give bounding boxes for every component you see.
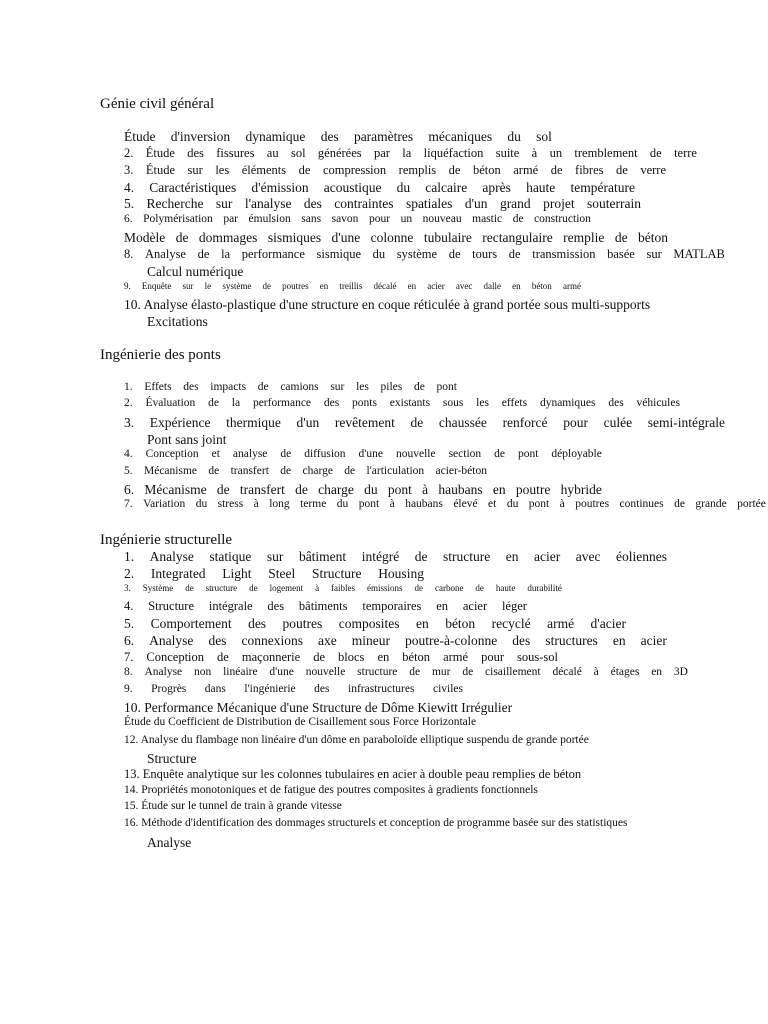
list-item: 4. Structure intégrale des bâtiments temporaires en acier léger xyxy=(124,599,527,613)
list-item: 6. Analyse des connexions axe mineur poutre-à-colonne des structures en acier xyxy=(124,633,667,648)
section-heading-genie-civil: Génie civil général xyxy=(100,96,215,112)
list-item: Modèle de dommages sismiques d'une colonne tubulaire rectangulaire remplie de béton xyxy=(124,230,668,245)
list-item: 4. Caractéristiques d'émission acoustique du calcaire après haute température xyxy=(124,180,635,195)
list-item: 9. Progrès dans l'ingénierie des infrastructures civiles xyxy=(124,683,463,695)
list-item: 10. Performance Mécanique d'une Structure de Dôme Kiewitt Irrégulier xyxy=(124,700,513,715)
list-item: 9. Enquête sur le système de poutres en treillis décalé en acier avec dalle en béton armé xyxy=(124,281,581,291)
list-item: 1. Effets des impacts de camions sur les piles de pont xyxy=(124,381,457,393)
list-item: 3. Expérience thermique d'un revêtement de chaussée renforcé pour culée semi-intégrale xyxy=(124,415,725,430)
list-item: 5. Mécanisme de transfert de charge de l'articulation acier-béton xyxy=(124,465,487,477)
list-item: Étude du Coefficient de Distribution de Cisaillement sous Force Horizontale xyxy=(124,716,477,728)
list-item: 12. Analyse du flambage non linéaire d'un dôme en paraboloïde elliptique suspendu de grande portée xyxy=(124,734,589,746)
list-item-continuation: Structure xyxy=(147,751,197,766)
list-item: 7. Variation du stress à long terme du pont à haubans élevé et du pont à poutres continues de grande portée xyxy=(124,498,766,510)
list-item: 6. Polymérisation par émulsion sans savon pour un nouveau mastic de construction xyxy=(124,213,591,225)
list-item: 13. Enquête analytique sur les colonnes tubulaires en acier à double peau remplies de béton xyxy=(124,767,582,781)
list-item: 4. Conception et analyse de diffusion d'une nouvelle section de pont déployable xyxy=(124,448,602,460)
section-heading-structurelle: Ingénierie structurelle xyxy=(100,532,233,548)
list-item: 6. Mécanisme de transfert de charge du pont à haubans en poutre hybride xyxy=(124,482,602,497)
list-item: Étude d'inversion dynamique des paramètres mécaniques du sol xyxy=(124,129,552,144)
list-item: 16. Méthode d'identification des dommages structurels et conception de programme basée sur des statistiques xyxy=(124,817,628,829)
list-item: 8. Analyse de la performance sismique du système de tours de transmission basée sur MATLAB xyxy=(124,247,725,261)
list-item: 10. Analyse élasto-plastique d'une structure en coque réticulée à grand portée sous multi-supports xyxy=(124,297,651,312)
list-item: 3. Système de structure de logement à faibles émissions de carbone de haute durabilité xyxy=(124,583,562,593)
list-item: 2. Étude des fissures au sol générées par la liquéfaction suite à un tremblement de terre xyxy=(124,146,697,160)
list-item-continuation: Excitations xyxy=(147,314,208,329)
list-item: 15. Étude sur le tunnel de train à grande vitesse xyxy=(124,800,342,812)
list-item: 2. Évaluation de la performance des ponts existants sous les effets dynamiques des véhicules xyxy=(124,397,680,409)
list-item: 7. Conception de maçonnerie de blocs en béton armé pour sous-sol xyxy=(124,650,558,664)
list-item: 8. Analyse non linéaire d'une nouvelle structure de mur de cisaillement décalé à étages en 3D xyxy=(124,666,688,678)
list-item-continuation: Calcul numérique xyxy=(147,264,244,279)
list-item: 2. Integrated Light Steel Structure Housing xyxy=(124,566,424,581)
section-heading-ponts: Ingénierie des ponts xyxy=(100,347,221,363)
list-item: 5. Recherche sur l'analyse des contraintes spatiales d'un grand projet souterrain xyxy=(124,196,641,211)
list-item-continuation: Analyse xyxy=(147,835,192,850)
list-item: 14. Propriétés monotoniques et de fatigue des poutres composites à gradients fonctionnels xyxy=(124,784,538,796)
list-item-continuation: Pont sans joint xyxy=(147,432,227,447)
list-item: 5. Comportement des poutres composites en béton recyclé armé d'acier xyxy=(124,616,626,631)
list-item: 3. Étude sur les éléments de compression remplis de béton armé de fibres de verre xyxy=(124,163,666,177)
list-item: 1. Analyse statique sur bâtiment intégré de structure en acier avec éoliennes xyxy=(124,549,667,564)
